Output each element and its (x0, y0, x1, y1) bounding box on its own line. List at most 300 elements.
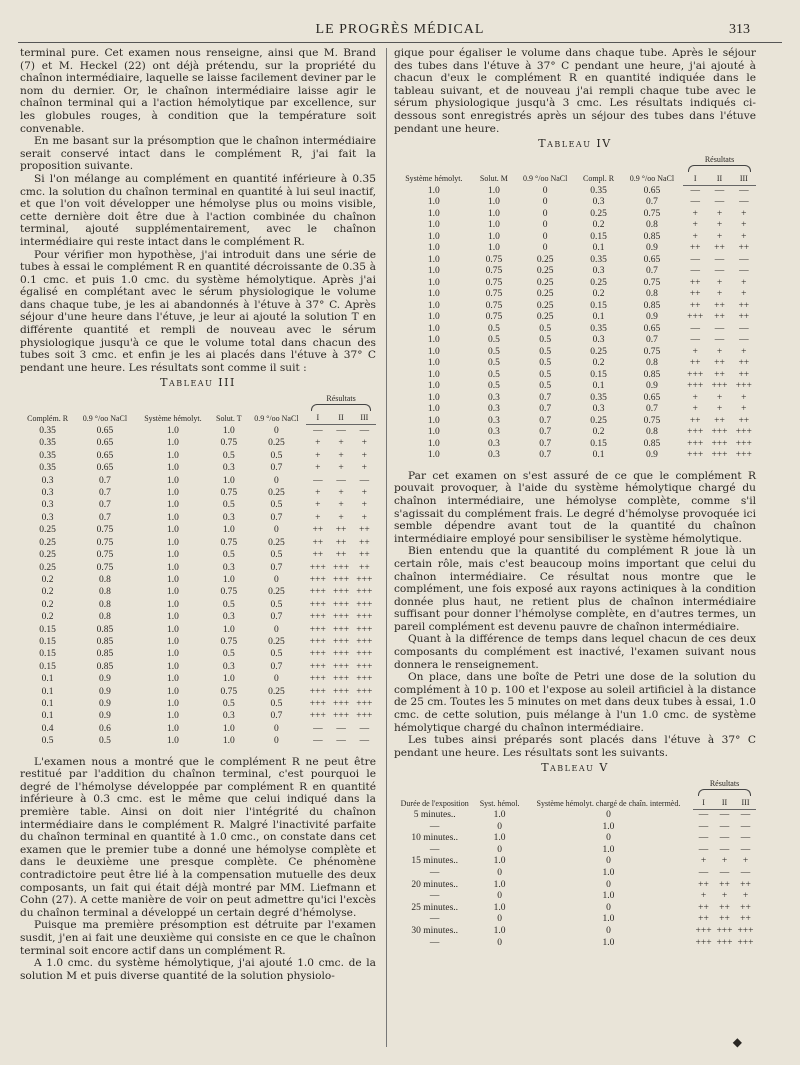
table-cell: 1.0 (427, 254, 440, 265)
table-cell: 0 (542, 208, 548, 219)
table-caption: Tableau IV (538, 137, 612, 151)
table-cell: + (721, 856, 728, 867)
table-cell: 1.0 (427, 312, 440, 323)
table-cell: — (719, 810, 730, 820)
table-cell: 1.0 (222, 674, 235, 685)
table-row (20, 462, 376, 474)
table-cell: 0.85 (643, 231, 661, 242)
table-cell: 1.0 (602, 937, 615, 948)
table-cell: 0 (542, 220, 548, 231)
table-cell: 0.65 (96, 463, 114, 474)
table-cell: + (716, 392, 723, 403)
table-cell: 1.0 (166, 661, 179, 672)
table-row (394, 220, 756, 232)
table-cell: 0.3 (487, 450, 500, 461)
paragraph: Quant à la différence de temps dans lequel chacun de ces deux composants du complément est inactivé, l'examen suivant nous donnera le renseignement. (394, 633, 756, 671)
table-cell: +++ (695, 937, 712, 948)
table-cell: 0.25 (590, 346, 607, 357)
table-row (394, 335, 756, 347)
table-cell: 1.0 (427, 243, 440, 254)
brace (698, 789, 751, 796)
col-header: II (329, 413, 352, 425)
table-cell: +++ (309, 574, 326, 585)
table-cell: + (315, 512, 321, 523)
table-row (20, 624, 376, 636)
table-cell: +++ (356, 574, 373, 585)
table-cell: 0.3 (222, 711, 235, 722)
table-row (20, 537, 376, 549)
table-cell: 0.7 (270, 711, 283, 722)
table-cell: 0.25 (536, 289, 554, 300)
table-cell: + (361, 512, 368, 523)
table-cell: + (742, 856, 749, 867)
paragraph: A 1.0 cmc. du système hémolytique, j'ai ajouté 1.0 cmc. de la solution M et puis diverse quantité de la solution physiolo- (20, 957, 376, 982)
table-cell: + (315, 438, 321, 449)
table-cell: +++ (333, 686, 350, 697)
table-cell: 0.75 (485, 289, 503, 300)
table-cell: 0.75 (643, 415, 661, 426)
table-cell: 0.25 (268, 438, 285, 449)
table-cell: 0.1 (592, 450, 605, 461)
table-cell: 0.5 (539, 358, 552, 369)
paragraph: Par cet examen on s'est assuré de ce que le complément R pouvait provoquer, à l'aide du système hémolytique chargé du chaînon intermédiaire, une hémolyse complète, comme s'il s'agissait du complément frais. Le degré d'hémolyse provoquée ici semble dépendre avant tout de la quantité du chaînon intermédiaire employé pour sensibiliser le système hémolytique. (394, 469, 756, 545)
table-cell: + (716, 231, 723, 242)
table-cell: 0.75 (643, 208, 661, 219)
table-cell: + (741, 277, 747, 288)
table-cell: 0.75 (220, 686, 238, 697)
table-cell: 0 (497, 821, 502, 832)
table-cell: 1.0 (222, 425, 235, 436)
table-cell: 1.0 (222, 624, 235, 635)
table-cell: 0 (497, 914, 502, 925)
table-row (394, 810, 756, 822)
table-cell: +++ (333, 587, 350, 598)
table-cell: 0.7 (539, 438, 552, 449)
table-cell: +++ (687, 450, 704, 461)
table-cell: 1.0 (166, 649, 179, 660)
table-cell: +++ (356, 686, 373, 697)
table-cell: 0.7 (645, 266, 658, 277)
table-row (394, 891, 756, 903)
table-cell: 1.0 (487, 231, 500, 242)
table-row (20, 574, 376, 586)
table-cell: — (719, 867, 730, 878)
table-cell: + (692, 208, 698, 219)
table-cell: 0.5 (539, 369, 552, 380)
table-cell: 0.5 (99, 736, 111, 747)
table-cell: 0.1 (41, 686, 54, 697)
table-cell: — (429, 914, 440, 925)
table-cell: — (739, 323, 749, 334)
table-cell: + (716, 289, 723, 300)
table-cell: 1.0 (493, 902, 506, 913)
right-column (394, 47, 756, 957)
table-cell: 1.0 (427, 208, 440, 219)
table-4 (394, 155, 756, 462)
table-cell: 0.5 (487, 369, 500, 380)
table-cell: 0 (606, 833, 611, 844)
table-cell: +++ (333, 698, 350, 709)
col-header: Système hémolyt. (405, 174, 463, 184)
table-cell: 0 (274, 574, 279, 585)
table-cell: ++ (714, 358, 725, 369)
table-cell: +++ (356, 636, 373, 647)
table-cell: 1.0 (427, 381, 440, 392)
table-cell: — (739, 335, 749, 346)
table-cell: + (716, 220, 723, 231)
paragraph: Puisque ma première présomption est détruite par l'examen susdit, j'en ai fait une deuxième qui consiste en ce que le chaînon terminal soit encore actif dans un complément R. (20, 919, 376, 957)
table-row (20, 698, 376, 710)
table-cell: + (338, 450, 344, 461)
table-cell: — (714, 185, 725, 196)
table-row (20, 487, 376, 499)
table-cell: 0 (274, 475, 279, 486)
table-cell: +++ (309, 624, 326, 635)
table-cell: +++ (309, 674, 326, 685)
table-cell: 1.0 (166, 525, 179, 536)
table-cell: + (315, 463, 321, 474)
table-cell: 1.0 (487, 220, 500, 231)
table-cell: 20 minutes.. (411, 879, 459, 890)
table-cell: ++ (698, 914, 709, 925)
table-cell: 0.75 (220, 587, 238, 598)
table-cell: — (690, 335, 700, 346)
table-cell: 0.5 (487, 335, 500, 346)
table-row (394, 381, 756, 393)
table-cell: 1.0 (222, 736, 235, 747)
table-row (394, 427, 756, 439)
table-cell: 0 (542, 243, 548, 254)
col-header: III (732, 174, 756, 186)
table-row (394, 845, 756, 857)
table-cell: ++ (689, 358, 701, 369)
table-cell: — (740, 821, 751, 832)
table-cell: + (692, 404, 698, 415)
table-cell: — (336, 736, 346, 747)
table-cell: 0.2 (41, 574, 54, 585)
table-cell: + (338, 512, 344, 523)
table-row (20, 425, 376, 438)
table-row (20, 611, 376, 623)
table-row (394, 868, 756, 880)
table-row (20, 673, 376, 685)
table-cell: 1.0 (166, 550, 179, 561)
table-cell: + (315, 500, 321, 511)
table-cell: ++ (714, 369, 725, 380)
results-label: Résultats (704, 154, 735, 164)
table-cell: — (698, 810, 709, 820)
table-cell: ++ (738, 415, 750, 426)
table-cell: 0 (606, 925, 611, 936)
table-cell: ++ (312, 525, 324, 536)
paragraph: Pour vérifier mon hypothèse, j'ai introduit dans une série de tubes à essai le complément R en quantité décroissante de 0.35 à 0.1 cmc. et puis 1.0 cmc. du système hémolytique. Après j'ai égalisé en complétant avec le sérum physiologique le volume dans chaque tube, je les ai abandonnés à l'étuve à 37° C. Après séjour d'une heure dans l'étuve, je leur ai ajouté la solution T en différente quantité et rempli de nouveau avec le sérum physiologique jusqu'à ce que le volume total dans chacun des tubes soit 3 cmc. et enfin je les ai placés dans l'étuve à 37° C pendant une heure. Les résultats sont comme il suit : (20, 248, 376, 374)
table-cell: +++ (716, 937, 733, 948)
table-cell: ++ (335, 525, 347, 536)
table-cell: 0.7 (539, 415, 552, 426)
table-cell: 0.9 (99, 686, 111, 697)
table-row (20, 524, 376, 536)
table-row (394, 358, 756, 370)
table-cell: 0.5 (270, 550, 283, 561)
table-cell: 0.6 (99, 723, 111, 734)
table-cell: 1.0 (427, 220, 440, 231)
table-cell: 0 (542, 185, 548, 196)
table-cell: 0.1 (592, 312, 605, 323)
table-cell: ++ (738, 300, 750, 311)
col-header: Solut. M (479, 174, 508, 184)
table-cell: +++ (356, 649, 373, 660)
table-cell: — (359, 723, 370, 734)
table-row (20, 499, 376, 511)
table-cell: 0.3 (41, 475, 54, 486)
table-row (20, 450, 376, 462)
col-header: Compl. R (582, 174, 615, 184)
table-cell: 1.0 (166, 488, 179, 499)
table-row (394, 914, 756, 926)
table-cell: 0.7 (99, 488, 111, 499)
table-cell: +++ (711, 438, 728, 449)
table-cell: 10 minutes.. (411, 833, 459, 844)
table-cell: — (429, 867, 440, 878)
table-cell: 0.8 (645, 427, 658, 438)
table-cell: + (716, 208, 723, 219)
table-cell: 0.65 (643, 254, 661, 265)
table-cell: 0.1 (592, 243, 605, 254)
table-cell: ++ (719, 879, 730, 890)
table-row (20, 686, 376, 698)
table-cell: 0.8 (99, 599, 111, 610)
table-cell: 0 (274, 425, 279, 436)
table-cell: 0.3 (222, 661, 235, 672)
table-cell: +++ (687, 381, 704, 392)
table-cell: 1.0 (427, 427, 440, 438)
table-cell: 0.25 (590, 208, 607, 219)
table-cell: — (740, 867, 751, 878)
table-cell: +++ (737, 925, 754, 936)
table-cell: ++ (738, 243, 750, 254)
table-cell: + (700, 891, 707, 902)
table-row (394, 209, 756, 221)
table-cell: 0.25 (39, 537, 56, 548)
table-cell: 0.5 (270, 500, 283, 511)
table-cell: 0.8 (99, 587, 111, 598)
table-cell: + (692, 346, 698, 357)
table-cell: — (714, 266, 725, 277)
table-cell: 0.9 (645, 381, 658, 392)
table-cell: — (359, 475, 370, 486)
table-row (394, 278, 756, 290)
table-cell: + (315, 450, 321, 461)
table-row (394, 255, 756, 267)
table-cell: 1.0 (166, 612, 179, 623)
table-cell: 0.75 (96, 537, 114, 548)
table-cell: 0.85 (643, 369, 661, 380)
table-cell: + (338, 463, 344, 474)
table-cell: +++ (309, 711, 326, 722)
table-cell: 0.1 (41, 698, 54, 709)
table-cell: — (429, 844, 440, 855)
table-cell: 0.35 (39, 463, 56, 474)
table-cell: — (698, 844, 709, 855)
table-cell: 0.25 (268, 587, 285, 598)
table-cell: 0.25 (268, 488, 285, 499)
table-cell: — (719, 821, 730, 832)
col-header: Complém. R (27, 413, 69, 423)
table-cell: 0.85 (643, 300, 661, 311)
table-cell: ++ (738, 358, 750, 369)
table-cell: 5 minutes.. (413, 809, 456, 820)
page-number: 313 (729, 22, 750, 37)
table-cell: 0.5 (270, 599, 283, 610)
table-cell: — (690, 254, 700, 265)
table-cell: 0.7 (645, 197, 658, 208)
table-row (394, 324, 756, 336)
table-cell: 0.3 (487, 392, 500, 403)
table-cell: 0 (497, 937, 502, 948)
table-cell: 1.0 (493, 925, 506, 936)
table-cell: — (698, 833, 709, 844)
table-cell: 0.25 (536, 266, 554, 277)
table-cell: 0 (606, 809, 611, 820)
table-cell: — (690, 266, 700, 277)
table-cell: 0.65 (643, 323, 661, 334)
table-cell: 0.85 (643, 438, 661, 449)
table-row (394, 822, 756, 834)
table-cell: 0.75 (220, 537, 238, 548)
table-cell: 0.75 (485, 254, 503, 265)
paragraph: L'examen nous a montré que le complément R ne peut être restitué par l'addition du chaînon terminal, c'est pourquoi le degré de l'hémolyse développée par complément R en quantité inférieure à 0.3 cmc. est le même que celui indiqué dans la première table. Ainsi on doit nier l'intégrité du chaînon intermédiaire dans le complément R. Malgré l'inactivité parfaite du chaînon terminal en quantité à 1.0 cmc., on constate dans cet examen que le premier tube a donné une hémolyse complète et dans le deuxième une presque complète. Ce phénomène contradictoire peut être lié à la compensation mutuelle des deux composants, un fait qui était déjà montré par MM. Liefmann et Cohn (27). A cette manière de voir on peut admettre qu'ici l'excès du chaînon terminal a développé un certain degré d'hémolyse. (20, 755, 376, 919)
table-cell: 0.5 (539, 346, 552, 357)
table-cell: + (716, 404, 723, 415)
table-row (394, 393, 756, 405)
table-cell: 0.15 (590, 438, 607, 449)
results-header (693, 779, 756, 798)
table-cell: — (739, 266, 749, 277)
table-cell: — (690, 323, 700, 334)
table-cell: 0.85 (96, 649, 114, 660)
table-cell: — (313, 426, 323, 437)
table-cell: ++ (719, 914, 730, 925)
table-cell: 1.0 (166, 500, 179, 511)
table-cell: 1.0 (427, 346, 440, 357)
table-cell: — (719, 833, 730, 844)
table-cell: 1.0 (602, 867, 615, 878)
table-cell: +++ (735, 438, 752, 449)
table-cell: — (429, 937, 440, 948)
table-cell: — (714, 197, 725, 208)
table-cell: 0.3 (487, 404, 500, 415)
table-row (394, 903, 756, 915)
table-cell: +++ (309, 636, 326, 647)
table-cell: +++ (333, 636, 350, 647)
table-cell: 0.7 (270, 562, 283, 573)
table-row (20, 636, 376, 648)
table-cell: 0.5 (222, 550, 235, 561)
table-cell: 1.0 (166, 438, 179, 449)
table-cell: +++ (687, 369, 704, 380)
table-cell: 0.65 (643, 392, 661, 403)
table-cell: 1.0 (166, 736, 179, 747)
table-cell: ++ (738, 312, 750, 323)
table-cell: +++ (356, 624, 373, 635)
table-cell: 1.0 (427, 266, 440, 277)
paragraph: Les tubes ainsi préparés sont placés dans l'étuve à 37° C pendant une heure. Les résultats sont les suivants. (394, 734, 756, 759)
table-cell: 1.0 (166, 686, 179, 697)
table-cell: — (714, 254, 725, 265)
paragraph: Si l'on mélange au complément en quantité inférieure à 0.35 cmc. la solution du chaînon terminal en quantité à lui seul inactif, et que l'on voit développer une hémolyse plus ou moins visible, cette dernière doit être due à l'action combinée du chaînon terminal, ajouté supplémentairement, avec le chaînon intermédiaire qui reste intact dans le complément R. (20, 172, 376, 248)
table-cell: 0.2 (592, 220, 605, 231)
results-header (306, 394, 376, 413)
table-cell: 0.15 (590, 369, 607, 380)
table-cell: ++ (740, 902, 751, 913)
table-cell: 0.75 (485, 300, 503, 311)
table-cell: 0.7 (539, 450, 552, 461)
table-cell: 0.75 (485, 266, 503, 277)
table-cell: — (740, 810, 751, 820)
table-cell: — (740, 833, 751, 844)
table-cell: +++ (333, 599, 350, 610)
col-header: 0.9 °/oo NaCl (629, 174, 675, 184)
table-cell: 0.15 (39, 636, 56, 647)
table-cell: 0.25 (268, 537, 285, 548)
table-row (394, 833, 756, 845)
table-cell: 0.2 (41, 587, 54, 598)
table-row (394, 266, 756, 278)
table-cell: +++ (737, 937, 754, 948)
table-5 (394, 779, 756, 949)
table-cell: 0.25 (590, 415, 607, 426)
table-cell: 1.0 (427, 185, 440, 196)
table-cell: 0.9 (99, 698, 111, 709)
table-row (20, 562, 376, 574)
table-cell: 0.35 (39, 438, 56, 449)
table-cell: 0.7 (539, 427, 552, 438)
table-cell: + (742, 891, 749, 902)
table-cell: +++ (333, 612, 350, 623)
table-row (394, 347, 756, 359)
table-cell: 1.0 (427, 415, 440, 426)
table-cell: 0.9 (645, 243, 658, 254)
table-cell: 0.3 (592, 197, 605, 208)
table-cell: ++ (312, 550, 324, 561)
table-row (394, 370, 756, 382)
table-row (20, 437, 376, 449)
table-cell: 1.0 (166, 624, 179, 635)
table-cell: 0.5 (487, 381, 500, 392)
table-cell: 1.0 (166, 723, 179, 734)
table-cell: 1.0 (222, 723, 235, 734)
table-cell: 0 (497, 867, 502, 878)
table-cell: 0.5 (539, 323, 552, 334)
table-cell: 1.0 (222, 475, 235, 486)
col-header: Système hémolyt. (144, 413, 202, 423)
table-cell: 1.0 (166, 537, 179, 548)
table-cell: 0.3 (41, 500, 54, 511)
table-cell: 0.1 (41, 674, 54, 685)
table-cell: 0.65 (96, 450, 114, 461)
table-cell: — (740, 844, 751, 855)
table-cell: 0 (274, 736, 279, 747)
table-cell: ++ (358, 562, 370, 573)
table-cell: 0.3 (592, 266, 605, 277)
table-cell: +++ (711, 381, 728, 392)
table-cell: ++ (689, 243, 701, 254)
table-cell: 0.3 (487, 427, 500, 438)
brace (688, 165, 751, 172)
table-cell: ++ (689, 415, 701, 426)
table-cell: 0.5 (270, 698, 283, 709)
col-header: Solut. T (216, 413, 242, 423)
